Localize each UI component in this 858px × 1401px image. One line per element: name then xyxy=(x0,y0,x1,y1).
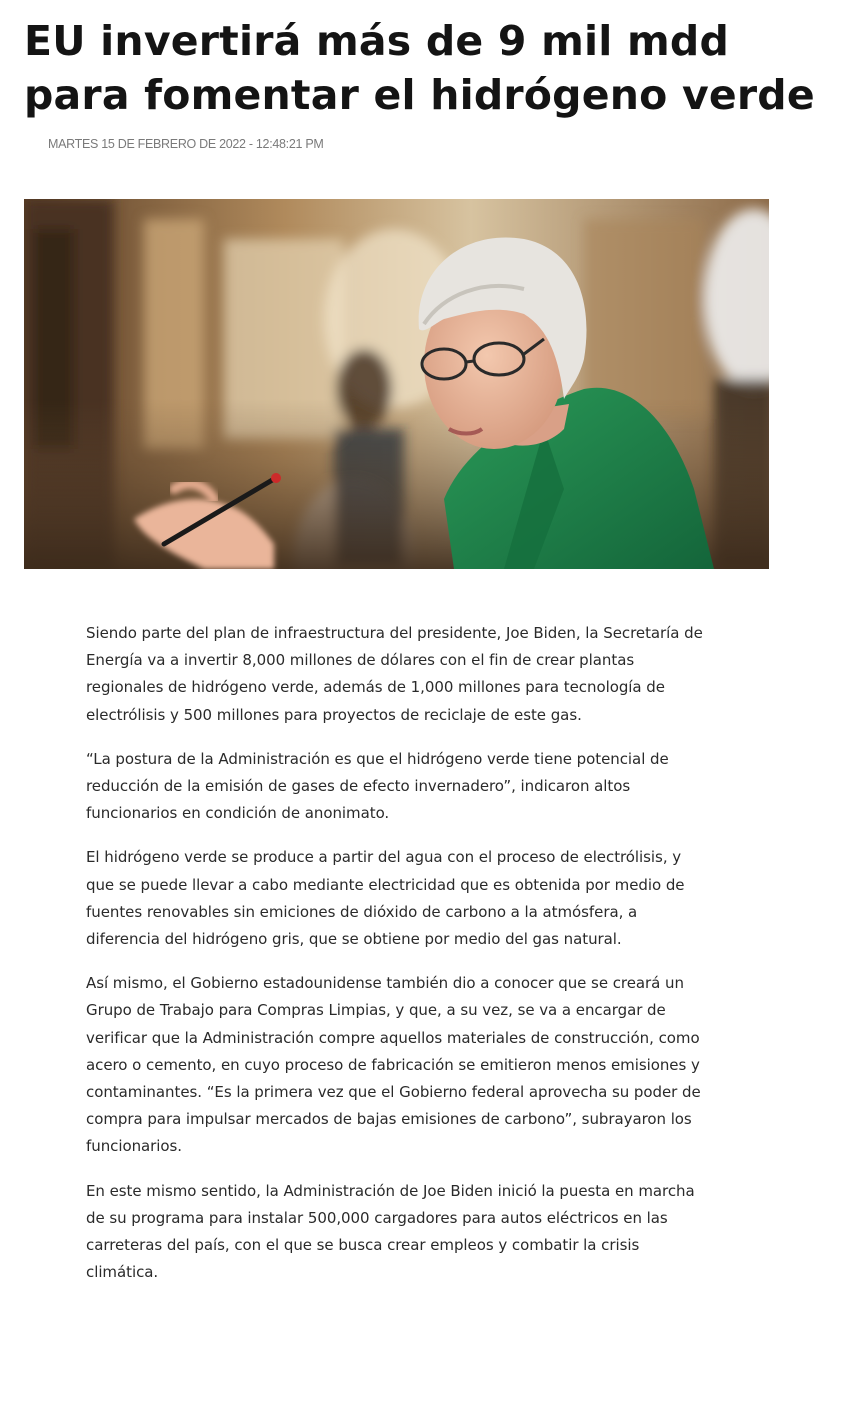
article-paragraph: “La postura de la Administración es que el hidrógeno verde tiene potencial de reducción de la emisión de gases de efecto invernadero”, indicaron altos funcionarios en condición de anonimato. xyxy=(86,749,669,823)
article-headline: EU invertirá más de 9 mil mdd para fomentar el hidrógeno verde xyxy=(24,17,815,119)
article-paragraph: En este mismo sentido, la Administración de Joe Biden inició la puesta en marcha de su programa para instalar 500,000 cargadores para autos eléctricos en las carreteras del país, con el que se busca crear empleos y combatir la crisis climática. xyxy=(86,1181,695,1282)
photo-illustration xyxy=(24,199,769,569)
article-dateline: MARTES 15 DE FEBRERO DE 2022 - 12:48:21 PM xyxy=(48,137,324,151)
article-paragraph: Así mismo, el Gobierno estadounidense también dio a conocer que se creará un Grupo de Trabajo para Compras Limpias, y que, a su vez, se va a encargar de verificar que la Administración compre aquellos materiales de construcción, como acero o cemento, en cuyo proceso de fabricación se emitieron menos emisiones y contaminantes. “Es la primera vez que el Gobierno federal aprovecha su poder de compra para impulsar mercados de bajas emisiones de carbono”, subrayaron los funcionarios. xyxy=(86,974,701,1156)
article-paragraph: El hidrógeno verde se produce a partir del agua con el proceso de electrólisis, y que se puede llevar a cabo mediante electricidad que es obtenida por medio de fuentes renovables sin emiciones de dióxido de carbono a la atmósfera, a diferencia del hidrógeno gris, que se obtiene por medio del gas natural. xyxy=(86,848,685,949)
article-body xyxy=(86,620,706,1303)
article-hero-image xyxy=(24,199,769,569)
article-paragraph: Siendo parte del plan de infraestructura del presidente, Joe Biden, la Secretaría de Energía va a invertir 8,000 millones de dólares con el fin de crear plantas regionales de hidrógeno verde, además de 1,000 millones para tecnología de electrólisis y 500 millones para proyectos de reciclaje de este gas. xyxy=(86,624,703,724)
